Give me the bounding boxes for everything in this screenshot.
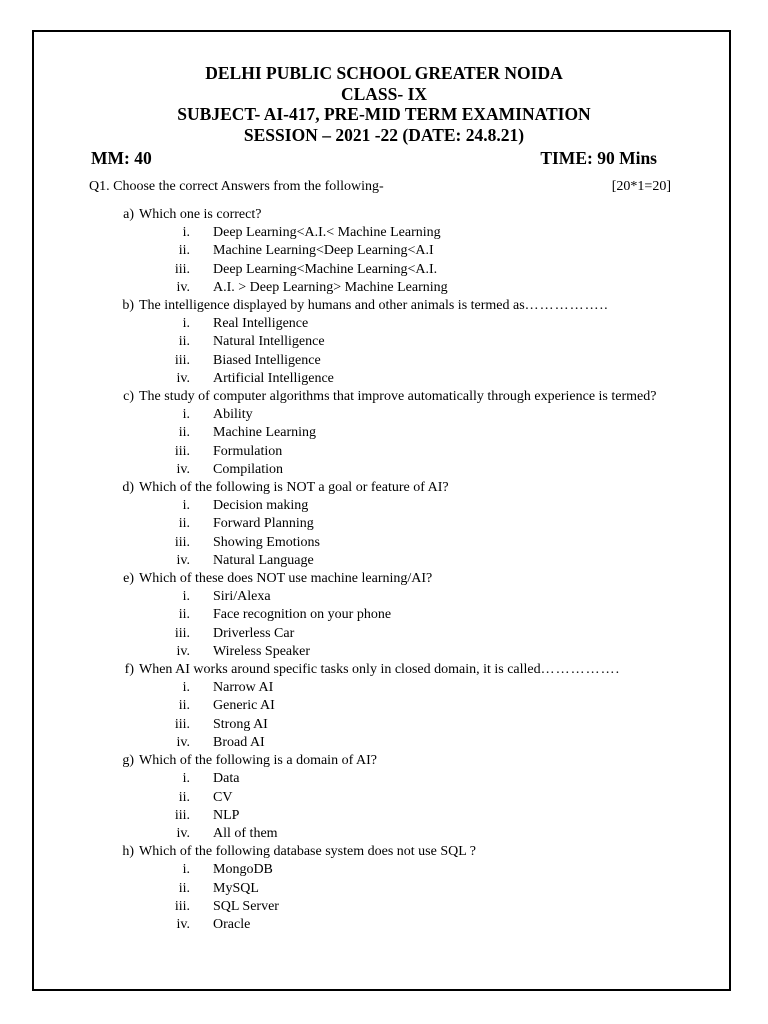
question-letter: f) (124, 662, 134, 678)
question-list (112, 206, 672, 934)
option-text: Artificial Intelligence (213, 370, 334, 386)
option-item (139, 916, 672, 934)
option-list (139, 315, 672, 388)
option-number: i. (182, 680, 190, 696)
option-text: All of them (213, 825, 278, 841)
option-number: iii. (174, 352, 190, 368)
option-number: iii. (174, 716, 190, 732)
question-letter: d) (122, 480, 134, 496)
option-number: ii. (178, 880, 190, 896)
option-text: CV (213, 789, 233, 805)
question-item (112, 570, 672, 661)
option-item (139, 679, 672, 697)
question-1-instruction (89, 179, 671, 195)
option-text: Face recognition on your phone (213, 607, 392, 623)
option-text: Natural Language (213, 552, 314, 568)
option-item (139, 625, 672, 643)
option-number: i. (182, 225, 190, 241)
option-item (139, 588, 672, 606)
question-item (112, 297, 672, 388)
answer-blank: ……………. (540, 662, 621, 678)
option-number: ii. (178, 516, 190, 532)
option-item (139, 898, 672, 916)
option-number: i. (182, 407, 190, 423)
option-number: iii. (174, 898, 190, 914)
option-text: Generic AI (213, 698, 275, 714)
option-text: Machine Learning<Deep Learning<A.I (213, 243, 434, 259)
option-number: iii. (174, 625, 190, 641)
option-item (139, 279, 672, 297)
option-item (139, 406, 672, 424)
question-text-line (139, 206, 672, 224)
option-number: iv. (176, 734, 190, 750)
option-text: Data (213, 771, 240, 787)
option-number: iii. (174, 807, 190, 823)
option-number: iii. (174, 443, 190, 459)
option-text: NLP (213, 807, 240, 823)
option-item (139, 224, 672, 242)
option-list (139, 588, 672, 661)
option-number: i. (182, 771, 190, 787)
session-line: SESSION – 2021 -22 (DATE: 24.8.21) (243, 124, 525, 145)
question-text: Which of the following is a domain of AI? (139, 753, 377, 769)
option-number: ii. (178, 243, 190, 259)
question-item (112, 479, 672, 570)
option-text: Strong AI (213, 716, 268, 732)
option-list (139, 224, 672, 297)
option-text: Narrow AI (213, 680, 274, 696)
question-text: Which of the following database system does not use SQL ? (139, 844, 476, 860)
option-text: MongoDB (213, 862, 273, 878)
option-item (139, 734, 672, 752)
option-item (139, 497, 672, 515)
option-text: SQL Server (213, 898, 279, 914)
class-line: CLASS- IX (340, 83, 428, 104)
question-letter: g) (122, 753, 134, 769)
option-item (139, 352, 672, 370)
option-text: Deep Learning<A.I.< Machine Learning (213, 225, 441, 241)
option-text: Driverless Car (213, 625, 295, 641)
option-item (139, 606, 672, 624)
option-number: iv. (176, 643, 190, 659)
option-number: iv. (176, 916, 190, 932)
option-text: Deep Learning<Machine Learning<A.I. (213, 261, 438, 277)
option-item (139, 370, 672, 388)
question-text-line (139, 843, 672, 861)
option-item (139, 770, 672, 788)
question-letter: h) (122, 844, 134, 860)
option-list (139, 497, 672, 570)
option-item (139, 242, 672, 260)
option-number: iv. (176, 370, 190, 386)
option-number: iv. (176, 552, 190, 568)
question-item (112, 206, 672, 297)
option-item (139, 333, 672, 351)
question-letter: b) (122, 298, 134, 314)
option-number: ii. (178, 607, 190, 623)
option-text: Compilation (213, 461, 283, 477)
question-text-line (139, 388, 672, 406)
option-item (139, 716, 672, 734)
question-text-line (139, 752, 672, 770)
school-name: DELHI PUBLIC SCHOOL GREATER NOIDA (205, 63, 563, 83)
option-item (139, 424, 672, 442)
option-number: i. (182, 498, 190, 514)
question-text: Which of the following is NOT a goal or feature of AI? (139, 480, 449, 496)
option-number: iv. (176, 825, 190, 841)
max-marks: MM: 40 (91, 148, 152, 168)
option-text: MySQL (213, 880, 259, 896)
question-item (112, 843, 672, 934)
question-item (112, 661, 672, 752)
option-text: Natural Intelligence (213, 334, 325, 350)
question-text-line (139, 297, 672, 315)
option-text: Showing Emotions (213, 534, 320, 550)
option-item (139, 861, 672, 879)
option-number: iii. (174, 534, 190, 550)
option-number: i. (182, 862, 190, 878)
option-list (139, 770, 672, 843)
option-text: Real Intelligence (213, 316, 309, 332)
option-text: A.I. > Deep Learning> Machine Learning (213, 279, 448, 295)
option-item (139, 443, 672, 461)
question-item (112, 752, 672, 843)
option-list (139, 679, 672, 752)
exam-time: TIME: 90 Mins (540, 148, 657, 168)
option-text: Siri/Alexa (213, 589, 271, 605)
option-number: iv. (176, 461, 190, 477)
option-text: Biased Intelligence (213, 352, 321, 368)
option-item (139, 825, 672, 843)
question-letter: c) (123, 389, 134, 405)
option-list (139, 861, 672, 934)
question-letter: e) (123, 571, 134, 587)
question-text: Which of these does NOT use machine learning/AI? (139, 571, 433, 587)
question-text: Which one is correct? (139, 207, 262, 222)
subject-line: SUBJECT- AI-417, PRE-MID TERM EXAMINATION (177, 104, 591, 124)
option-item (139, 807, 672, 825)
option-number: iii. (174, 261, 190, 277)
option-number: ii. (178, 425, 190, 441)
question-letter: a) (123, 207, 134, 222)
option-number: i. (182, 316, 190, 332)
option-number: ii. (178, 698, 190, 714)
option-item (139, 880, 672, 898)
option-item (139, 315, 672, 333)
option-text: Oracle (213, 916, 251, 932)
option-text: Decision making (213, 498, 309, 514)
option-item (139, 261, 672, 279)
option-list (139, 406, 672, 479)
option-item (139, 461, 672, 479)
option-item (139, 697, 672, 715)
q1-text: Q1. Choose the correct Answers from the following- (89, 179, 384, 194)
q1-marks: [20*1=20] (611, 179, 671, 194)
question-item (112, 388, 672, 479)
exam-header (0, 63, 768, 145)
option-item (139, 643, 672, 661)
option-item (139, 534, 672, 552)
question-text-line (139, 570, 672, 588)
answer-blank: …………….. (524, 298, 609, 314)
option-item (139, 552, 672, 570)
question-text-line (139, 661, 672, 679)
option-number: i. (182, 589, 190, 605)
option-number: ii. (178, 334, 190, 350)
question-text: The study of computer algorithms that improve automatically through experience is termed? (139, 389, 657, 405)
option-text: Wireless Speaker (213, 643, 311, 659)
option-number: ii. (178, 789, 190, 805)
question-text: When AI works around specific tasks only in closed domain, it is called (139, 662, 541, 678)
question-text-line (139, 479, 672, 497)
option-text: Formulation (213, 443, 283, 459)
option-number: iv. (176, 279, 190, 295)
option-text: Forward Planning (213, 516, 314, 532)
option-item (139, 789, 672, 807)
option-text: Ability (213, 407, 253, 423)
option-item (139, 515, 672, 533)
option-text: Broad AI (213, 734, 265, 750)
question-text: The intelligence displayed by humans and other animals is termed as (139, 298, 525, 314)
option-text: Machine Learning (213, 425, 317, 441)
